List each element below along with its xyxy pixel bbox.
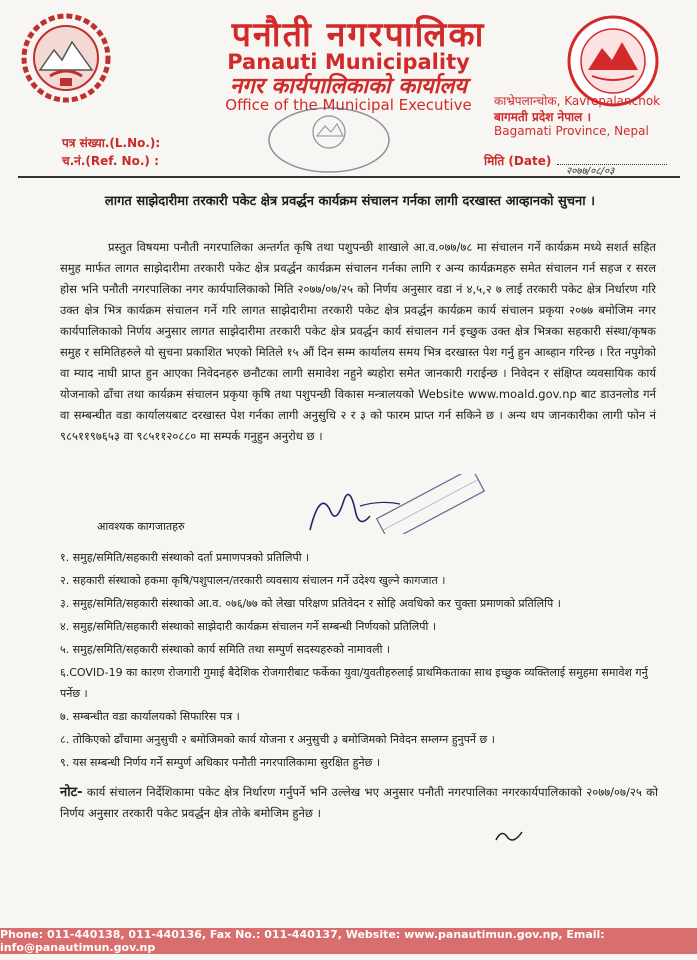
handwritten-date: २०७७/०८/०३ [566, 166, 615, 177]
address-line-2: बागमती प्रदेश नेपाल । [494, 110, 592, 124]
date-label: मिति (Date) [484, 154, 552, 168]
list-item: ६.COVID-19 का कारण रोजगारी गुमाई बैदेशिक रोजगारीबाट फर्केका युवा/युवतीहरुलाई प्राथमिकताका साथ इच्छुक व्यक्तिलाई समुहमा समावेश गर्नु पर्नेछ । [60, 666, 648, 700]
note-text: कार्य संचालन निर्देशिकामा पकेट क्षेत्र निर्धारण गर्नुपर्ने भनि उल्लेख भए अनुसार पनौती नगरपालिका नगरकार्यपालिकाको २०७७/०७/२५ को निर्णय अनुसार तरकारी पकेट प्रवर्द्धन क्षेत्र तोके बमोजिम हुनेछ । [60, 785, 658, 820]
list-item: ८. तोकिएको ढाँचामा अनुसुची २ बमोजिमको कार्य योजना र अनुसुची ३ बमोजिमको निवेदन सम्लग्न हुनुपर्ने छ । [60, 733, 495, 746]
address-line-3: Bagamati Province, Nepal [494, 124, 649, 138]
list-item: ७. सम्बन्धीत वडा कार्यालयको सिफारिस पत्र । [60, 710, 240, 723]
subtitle-english: Office of the Municipal Executive [225, 96, 472, 114]
list-item: ५. समुह/समिति/सहकारी संस्थाको कार्य समिति तथा सम्पुर्ण सदस्यहरुको नामावली । [60, 643, 391, 656]
list-item: १. समुह/समिति/सहकारी संस्थाको दर्ता प्रमाणपत्रको प्रतिलिपी । [60, 551, 310, 564]
contact-footer: Phone: 011-440138, 011-440136, Fax No.: 011-440137, Website: www.panautimun.gov.np, Email: info@panautimun.gov.np [0, 928, 697, 954]
letter-number-label: पत्र संख्या.(L.No.): [62, 136, 161, 150]
documents-list [60, 547, 660, 775]
initials-icon [492, 826, 532, 846]
documents-heading: आवश्यक कागजातहरु [97, 520, 185, 533]
note-label: नोट- [60, 785, 83, 800]
notice-subject: लागत साझेदारीमा तरकारी पकेट क्षेत्र प्रवर्द्धन कार्यक्रम संचालन गर्नका लागी दरखास्त आव्हानको सुचना । [104, 194, 596, 209]
notice-body: प्रस्तुत विषयमा पनौती नगरपालिका अन्तर्गत कृषि तथा पशुपन्छी शाखाले आ.व.०७७/७८ मा संचालन गर्ने कार्यक्रम मध्ये सशर्त सहित समुह मार्फत लागत साझेदारीमा तरकारी पकेट क्षेत्र प्रवर्द्धन कार्यक्रम संचालन गर्नका लागि र अन्य कार्यक्रमहरु समेत संचालन गर्न सहज र सरल होस भनि पनौती नगरपालिका नगर कार्यपालिकाको मिति २०७७/०७/२५ को निर्णय अनुसार वडा नं ४,५,२ ७ लाई तरकारी पकेट क्षेत्र निर्धारण गरि उक्त क्षेत्र भित्र कार्यक्रम संचालन गर्ने गरि लागत साझेदारीमा तरकारी पकेट क्षेत्र प्रवर्द्धन कार्यक्रम कार्य संचालन प्रकृया २०७७ बमोजिम नगर कार्यपालिकाको निर्णय अनुसार लागत साझेदारीमा तरकारी पकेट क्षेत्र प्रवर्द्धन कार्य संचालन गर्न इच्छुक उक्त क्षेत्र भित्रका सहकारी संस्था/कृषक समुह र समितिहरुले यो सुचना प्रकाशित भएको मितिले १५ औं दिन सम्म कार्यालय समय भित्र दरखास्त पेश गर्नु हुन आब्हान गरिन्छ । रित नपुगेको वा म्याद नाघी प्राप्त हुन आएका निवेदनहरु छनौटका लागी समावेश नहुने ब्यहोरा समेत जानकारी गराईन्छ । निवेदन र संक्षिप्त व्यवसायिक कार्य योजनाको ढाँचा तथा कार्यक्रम संचालन प्रकृया कृषि तथा पशुपन्छी विकास मन्त्रालयको Website www.moald.gov.np बाट डाउनलोड गर्न वा सम्बन्धीत वडा कार्यालयबाट दरखास्त पेश गर्नका लागी अनुसुचि २ र ३ को फारम प्राप्त गर्न सकिने छ । अन्य थप जानकारीका लागी फोन नं ९८५११९७६५३ वा ९८५११२०८८० मा सम्पर्क गनुहुन अनुरोध छ । [60, 240, 656, 443]
address-line-1: काभ्रेपलान्चोक, Kavrepalanchok [494, 94, 661, 108]
title-english: Panauti Municipality [227, 50, 470, 74]
reference-number-label: च.नं.(Ref. No.) : [62, 154, 159, 168]
list-item: ३. समुह/समिति/सहकारी संस्थाको आ.व. ०७६/७७ को लेखा परिक्षण प्रतिवेदन र सोहि अवधिको कर चुक्ता प्रमाणको प्रतिलिपि । [60, 597, 561, 610]
notice-note [60, 782, 658, 824]
title-nepali: पनौती नगरपालिका [231, 15, 486, 55]
officer-stamp-icon [370, 474, 490, 534]
list-item: ४. समुह/समिति/सहकारी संस्थाको साझेदारी कार्यक्रम संचालन गर्ने सम्बन्धी निर्णयको प्रतिलिपी । [60, 620, 436, 633]
subtitle-nepali: नगर कार्यपालिकाको कार्यालय [230, 74, 467, 99]
office-stamp-icon [265, 104, 393, 176]
list-item: २. सहकारी संस्थाको हकमा कृषि/पशुपालन/तरकारी व्यवसाय संचालन गर्ने उदेश्य खुल्ने कागजात । [60, 574, 446, 587]
list-item: ९. यस सम्बन्धी निर्णय गर्ने सम्पुर्ण अधिकार पनौती नगरपालिकामा सुरक्षित हुनेछ । [60, 756, 381, 769]
header-divider [18, 176, 680, 178]
